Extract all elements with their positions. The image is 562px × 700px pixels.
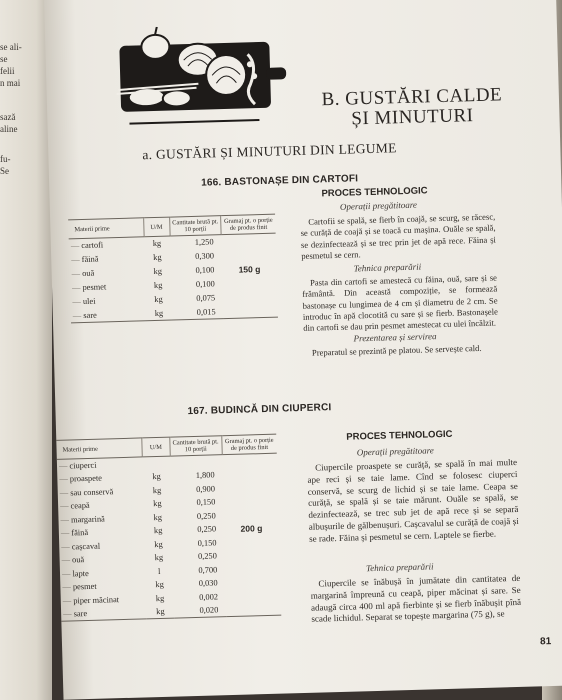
left-text-fragment: se ali- xyxy=(0,42,22,52)
left-text-fragment: n mai xyxy=(0,78,21,88)
ingredient-qty: 0,100 xyxy=(195,265,215,275)
dash-marker: — xyxy=(61,542,72,552)
section-subtitle: a. GUSTĂRI ȘI MINUTURI DIN LEGUME xyxy=(142,140,397,163)
col-header-portion: Gramaj pt. o porție de produs finit xyxy=(221,214,276,235)
col-header-qty: Cantitate brută pt. 10 porții xyxy=(169,216,221,236)
previous-page-edge xyxy=(0,0,52,700)
col-header-portion: Gramaj pt. o porție de produs finit xyxy=(222,434,277,455)
ingredient-qty: 0,015 xyxy=(172,305,224,320)
ingredient-qty: 0,075 xyxy=(196,293,216,303)
ingredient-unit: kg xyxy=(153,512,163,522)
ingredient-name-text: sau conservă xyxy=(70,487,114,498)
ingredient-name-text: făină xyxy=(71,528,89,538)
subsection-heading: Tehnica preparării xyxy=(353,261,422,274)
ingredient-name-text: ceapă xyxy=(70,501,90,511)
portion-gramaj xyxy=(222,247,277,263)
paragraph: Ciupercile proaspete se curăță, se spală în mai multe ape reci și se taie lame. Cînd se folosesc ciuperci conservă, se scurg de lichid și se taie lame. Ceapa se curăță, se spală și se taie mărunt. Ouăle se spală, se dezinfectează, se trec sub jet de apă rece și se separă albușurile de gălbenușuri. Cașcavalul se curăță de coajă și se rade. Făina și pesmetul se cern. Laptele se fierbe. xyxy=(307,456,519,544)
col-header-name: Materii prime xyxy=(68,218,144,239)
ingredient-name-text: margarină xyxy=(70,514,105,525)
dash-marker: — xyxy=(61,569,73,579)
book-page xyxy=(44,0,562,700)
process-title: PROCES TEHNOLOGIC xyxy=(321,185,428,200)
col-header-qty: Cantitate brută pt. 10 porții xyxy=(169,436,222,456)
ingredient-unit: kg xyxy=(155,580,164,590)
paragraph: Preparatul se prezintă pe platou. Se servește cald. xyxy=(311,342,482,358)
portion-gramaj xyxy=(223,275,278,291)
dash-marker: — xyxy=(62,582,74,592)
portion-gramaj xyxy=(226,602,281,617)
ingredient-qty: 1,800 xyxy=(195,470,215,481)
left-text-fragment: se xyxy=(0,54,8,64)
subsection-heading: Operații pregătitoare xyxy=(339,199,418,212)
ingredient-name-text: piper măcinat xyxy=(73,594,120,606)
ingredient-qty: 0,100 xyxy=(195,279,215,289)
ingredient-unit: l xyxy=(157,566,161,576)
dash-marker: — xyxy=(71,255,82,265)
dash-marker: — xyxy=(61,555,73,565)
ingredient-unit: kg xyxy=(154,294,163,305)
paragraph: Pasta din cartofi se amestecă cu făina, ouă, sare și se frământă. Din această compoziție, se formează bastonașe cu lungimea de 4 cm și diametru de 2 cm. Se introduc în apă clocotită cu sare și se fierb. Bastonașele din cartofi se dau prin pesmet amestecat cu ulei încălzit. xyxy=(302,272,499,334)
col-header-unit: U/M xyxy=(142,437,170,457)
dash-marker: — xyxy=(72,297,84,307)
ingredient-unit: kg xyxy=(146,605,174,619)
ingredient-unit: kg xyxy=(155,593,165,603)
ingredient-name-text: pesmet xyxy=(72,582,97,592)
ingredient-qty: 0,150 xyxy=(196,497,216,508)
dash-marker: — xyxy=(71,283,83,293)
ingredient-qty: 0,300 xyxy=(195,251,215,261)
ingredient-qty: 0,250 xyxy=(196,511,216,521)
ingredient-name-text: pesmet xyxy=(82,282,107,293)
ingredient-qty: 0,250 xyxy=(197,524,217,535)
ingredient-name-text: lapte xyxy=(72,568,89,579)
dash-marker: — xyxy=(63,609,74,619)
dash-marker: — xyxy=(59,474,70,485)
ingredient-unit: kg xyxy=(146,306,172,321)
ingredient-qty: 1,250 xyxy=(194,237,214,248)
dash-marker: — xyxy=(72,310,84,321)
ingredient-name-text: făină xyxy=(81,254,99,265)
ingredient-qty: 0,150 xyxy=(197,538,217,548)
left-text-fragment: Se xyxy=(0,166,9,176)
ingredient-unit: kg xyxy=(153,252,162,263)
ingredient-unit: kg xyxy=(152,472,161,482)
page-number: 81 xyxy=(539,636,552,648)
left-text-fragment: sază xyxy=(0,112,16,122)
ingredient-name-text: ouă xyxy=(81,268,95,279)
portion-gramaj: 200 g xyxy=(240,522,263,534)
dash-marker: — xyxy=(71,269,83,279)
portion-gramaj xyxy=(223,303,278,319)
process-title: PROCES TEHNOLOGIC xyxy=(346,428,453,443)
col-header-unit: U/M xyxy=(143,217,169,237)
subsection-heading: Prezentarea și servirea xyxy=(353,331,437,344)
ingredient-name-text: sare xyxy=(73,609,88,619)
dash-marker: — xyxy=(60,528,72,538)
ingredient-name-text: ciuperci xyxy=(69,460,97,471)
dash-marker: — xyxy=(70,241,82,251)
ingredient-qty: 0,030 xyxy=(198,578,218,589)
ingredient-unit: kg xyxy=(154,553,164,563)
ingredient-unit: kg xyxy=(153,266,163,277)
dash-marker: — xyxy=(59,488,71,498)
paragraph: Cartofii se spală, se fierb în coajă, se scurg, se răcesc, se curăță de coajă și se toacă cu mașina. Ouăle se spală, se dezinfectează și se trec prin jet de apă rece. Făina și pesmetul se cern. xyxy=(300,211,496,261)
ingredient-name-text: cașcaval xyxy=(71,541,101,552)
ingredient-name-text: cartofi xyxy=(81,240,104,251)
dash-marker: — xyxy=(58,461,70,471)
ingredients-table xyxy=(56,434,281,622)
ingredient-unit: kg xyxy=(153,526,163,536)
ingredient-name-text: proaspete xyxy=(69,473,103,484)
ingredient-unit: kg xyxy=(154,539,163,549)
dash-marker: — xyxy=(60,515,72,525)
recipe-title: 167. BUDINCĂ DIN CIUPERCI xyxy=(187,402,332,418)
ingredient-qty: 0,700 xyxy=(198,565,218,575)
ingredient-name-text: ouă xyxy=(71,555,85,565)
dash-marker: — xyxy=(62,596,74,606)
ingredient-unit xyxy=(142,456,170,470)
ingredient-qty: 0,020 xyxy=(174,603,226,618)
ingredients-table xyxy=(68,214,278,324)
left-text-fragment: aline xyxy=(0,124,18,134)
ingredient-qty: 0,250 xyxy=(197,551,217,562)
ingredient-unit: kg xyxy=(152,485,162,495)
ingredient-unit: kg xyxy=(152,239,162,249)
section-title: B. GUSTĂRI CALDE ȘI MINUTURI xyxy=(321,84,503,130)
ingredient-name-text: ulei xyxy=(82,296,96,307)
vegetable-cutting-board-illustration xyxy=(97,23,290,133)
ingredient-name-text: sare xyxy=(83,310,97,320)
ingredient-unit: kg xyxy=(153,280,163,291)
recipe-title: 166. BASTONAȘE DIN CARTOFI xyxy=(201,173,359,189)
portion-gramaj xyxy=(221,233,276,249)
ingredient-qty: 0,002 xyxy=(199,592,219,602)
ingredient-unit: kg xyxy=(153,499,162,509)
ingredient-name xyxy=(61,605,147,621)
subsection-heading: Operații pregătitoare xyxy=(356,445,434,458)
col-header-name: Materii prime xyxy=(56,438,142,459)
left-text-fragment: felii xyxy=(0,66,15,76)
paragraph: Ciupercile se înăbușă în jumătate din cantitatea de margarină împreună cu ceapă, piper măcinat și sare. Se adaugă circa 400 ml apă fierbinte și se fierb înăbușit pînă scade lichidul. Separat se topește margarina (75 g), se xyxy=(310,572,522,625)
ingredient-name xyxy=(71,307,147,323)
ingredient-qty: 0,900 xyxy=(196,484,216,494)
portion-gramaj: 150 g xyxy=(238,263,261,275)
left-text-fragment: fu- xyxy=(0,154,11,164)
portion-gramaj xyxy=(223,289,278,305)
dash-marker: — xyxy=(60,501,71,511)
subsection-heading: Tehnica preparării xyxy=(365,561,434,574)
